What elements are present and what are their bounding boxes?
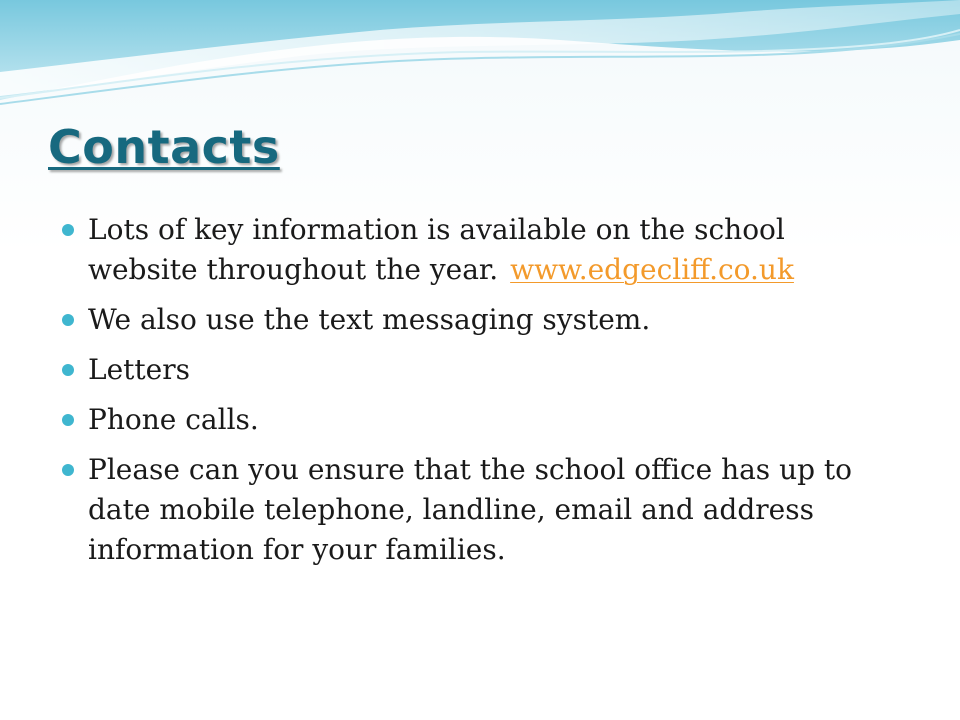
header-wave-decoration xyxy=(0,0,960,120)
bullet-text: Letters xyxy=(88,353,190,386)
list-item xyxy=(62,450,902,570)
bullet-dot-icon xyxy=(62,414,74,426)
bullet-dot-icon xyxy=(62,224,74,236)
bullet-dot-icon xyxy=(62,464,74,476)
bullet-list xyxy=(62,210,902,580)
bullet-dot-icon xyxy=(62,364,74,376)
bullet-text: Please can you ensure that the school office has up to date mobile telephone, landline, email and address information for your families. xyxy=(88,453,853,566)
bullet-dot-icon xyxy=(62,314,74,326)
list-item xyxy=(62,350,902,390)
list-item xyxy=(62,400,902,440)
list-item xyxy=(62,210,902,290)
bullet-text: Phone calls. xyxy=(88,403,259,436)
list-item xyxy=(62,300,902,340)
school-website-link[interactable]: www.edgecliff.co.uk xyxy=(510,253,794,286)
slide-title: Contacts xyxy=(48,120,280,174)
bullet-text: We also use the text messaging system. xyxy=(88,303,651,336)
bullet-text: Lots of key information is available on the school website throughout the year. xyxy=(88,213,785,286)
